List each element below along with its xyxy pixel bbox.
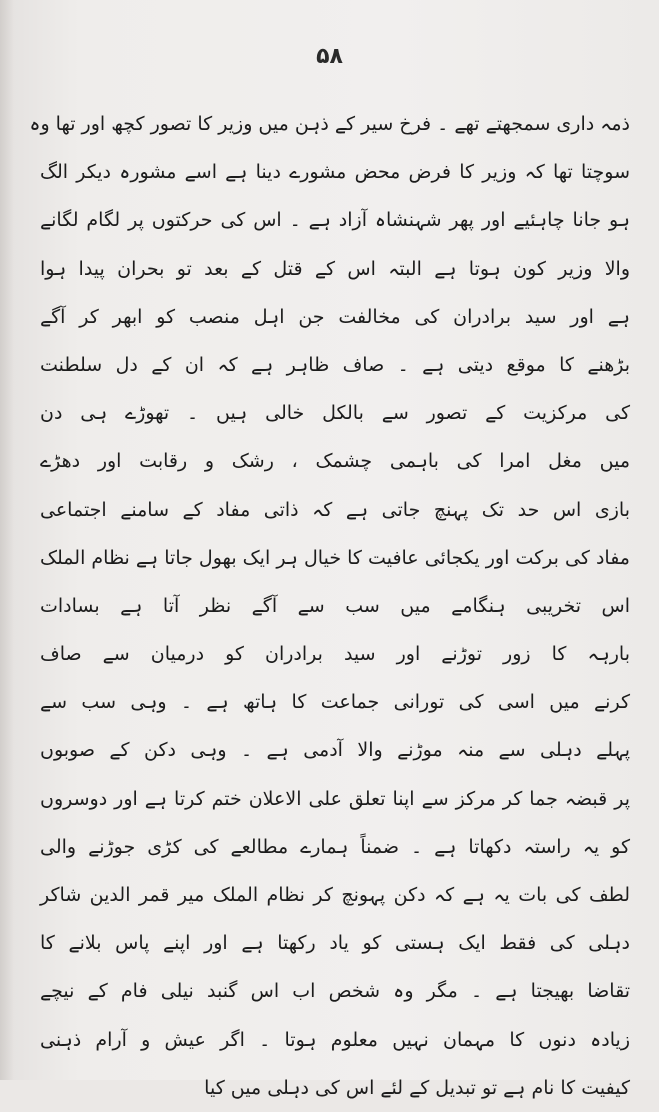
text-line: دہلی کی فقط ایک ہستی کو یاد رکھتا ہے اور اپنے پاس بلانے کا	[40, 932, 630, 955]
page-number: ۵۸	[316, 44, 343, 69]
text-line: زیادہ دنوں کا مہمان نہیں معلوم ہوتا ۔ اگر عیش و آرام ذہنی	[40, 1028, 630, 1051]
text-line: کیفیت کا نام ہے تو تبدیل کے لئے اس کی دہلی میں کیا	[204, 1076, 630, 1099]
text-line: مفاد کی برکت اور یکجائی عافیت کا خیال ہر ایک بھول جاتا ہے نظام الملک	[40, 546, 630, 569]
text-line: ہو جانا چاہئیے اور پھر شہنشاہ آزاد ہے ۔ اس کی حرکتوں پر لگام لگانے	[40, 209, 630, 232]
text-line: میں مغل امرا کی باہمی چشمک ، رشک و رقابت اور دھڑے	[40, 450, 630, 473]
text-line: والا وزیر کون ہوتا ہے البتہ اس کے قتل کے بعد تو بحران پیدا ہوا	[40, 257, 630, 280]
text-line: سوچتا تھا کہ وزیر کا فرض محض مشورے دینا ہے اسے مشورہ دیکر الگ	[40, 161, 630, 184]
text-line: بازی اس حد تک پہنچ جاتی ہے کہ ذاتی مفاد کے سامنے اجتماعی	[40, 498, 630, 521]
text-line: ہے اور سید برادران کی مخالفت جن اہل منصب کو ابھر کر آگے	[40, 305, 630, 328]
text-line: اس تخریبی ہنگامے میں سب سے آگے نظر آتا ہے بسادات	[40, 594, 630, 617]
text-line: لطف کی بات یہ ہے کہ دکن پہونچ کر نظام الملک میر قمر الدین شاکر	[40, 884, 630, 906]
text-line: پہلے دہلی سے منہ موڑنے والا آدمی ہے ۔ وہی دکن کے صوبوں	[40, 739, 630, 762]
text-line: کو یہ راستہ دکھاتا ہے ۔ ضمناً ہمارے مطالعے کی کڑی جوڑنے والی	[40, 835, 630, 858]
text-line: بڑھنے کا موقع دیتی ہے ۔ صاف ظاہر ہے کہ ان کے دل سلطنت	[40, 353, 630, 376]
page-binding-shadow	[0, 0, 14, 1080]
text-line: کی مرکزیت کے تصور سے بالکل خالی ہیں ۔ تھوڑے ہی دن	[40, 402, 630, 425]
text-line: ذمہ داری سمجھتے تھے ۔ فرخ سیر کے ذہن میں وزیر کا تصور کچھ اور تھا وہ	[29, 113, 630, 135]
text-line: بارہہ کا زور توڑنے اور سید برادران کو درمیان سے صاف	[40, 643, 630, 666]
body-text	[29, 100, 630, 1112]
text-line: کرنے میں اسی کی تورانی جماعت کا ہاتھ ہے ۔ وہی سب سے	[40, 691, 630, 714]
text-line: تقاضا بھیجتا ہے ۔ مگر وہ شخص اب اس گنبد نیلی فام کے نیچے	[40, 980, 630, 1003]
text-line: پر قبضہ جما کر مرکز سے اپنا تعلق علی الاعلان ختم کرتا ہے اور دوسروں	[40, 787, 630, 810]
